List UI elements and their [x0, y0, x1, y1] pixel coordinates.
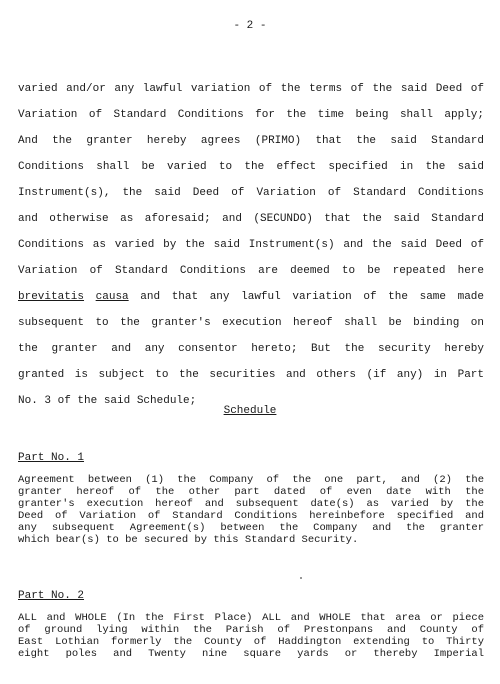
- clause-line-brevitatis: [18, 288, 484, 314]
- clause-line: granted is subject to the securities and others (if any) in Part: [18, 369, 484, 381]
- part-1-line: which bear(s) to be secured by this Standard Security.: [18, 534, 359, 546]
- part-1-line: granter hereof of the other part dated of even date with the: [18, 486, 484, 498]
- clause-line: Conditions shall be varied to the effect specified in the said: [18, 161, 484, 173]
- underlined-latin-term: causa: [95, 291, 129, 303]
- security-clause-paragraph: [18, 80, 484, 418]
- part-2-line: eight poles and Twenty nine square yards or thereby Imperial: [18, 648, 484, 660]
- clause-line: and otherwise as aforesaid; and (SECUNDO) that the said Standard: [18, 213, 484, 225]
- clause-line: And the granter hereby agrees (PRIMO) that the said Standard: [18, 135, 484, 147]
- clause-line: Variation of Standard Conditions for the time being shall apply;: [18, 109, 484, 121]
- part-2-heading: Part No. 2: [18, 590, 85, 602]
- part-2-line: East Lothian formerly the County of Haddington extending to Thirty: [18, 636, 484, 648]
- part-2-text: [18, 612, 484, 660]
- underlined-latin-term: brevitatis: [18, 291, 85, 303]
- part-1-line: Agreement between (1) the Company of the one part, and (2) the: [18, 474, 484, 486]
- clause-line: Conditions as varied by the said Instrument(s) and the said Deed of: [18, 239, 484, 251]
- part-1-line: Deed of Variation of Standard Conditions hereinbefore specified and: [18, 510, 484, 522]
- part-1-heading: Part No. 1: [18, 452, 85, 464]
- clause-line: the granter and any consentor hereto; But the security hereby: [18, 343, 484, 355]
- page-number: - 2 -: [233, 20, 267, 32]
- clause-line: varied and/or any lawful variation of the terms of the said Deed of: [18, 83, 484, 95]
- clause-line: Instrument(s), the said Deed of Variation of Standard Conditions: [18, 187, 484, 199]
- clause-line: No. 3 of the said Schedule;: [18, 395, 197, 407]
- part-1-line: any subsequent Agreement(s) between the Company and the granter: [18, 522, 484, 534]
- part-2-line: of ground lying within the Parish of Prestonpans and County of: [18, 624, 484, 636]
- clause-line-rest: and that any lawful variation of the same made: [140, 291, 485, 303]
- part-1-text: [18, 474, 484, 546]
- scan-speck: [300, 577, 302, 579]
- schedule-heading: Schedule: [223, 405, 277, 417]
- clause-line: Variation of Standard Conditions are deemed to be repeated here: [18, 265, 484, 277]
- part-1-line: granter's execution hereof and subsequent date(s) as varied by the: [18, 498, 484, 510]
- clause-line: subsequent to the granter's execution hereof shall be binding on: [18, 317, 484, 329]
- part-2-line: ALL and WHOLE (In the First Place) ALL and WHOLE that area or piece: [18, 612, 484, 624]
